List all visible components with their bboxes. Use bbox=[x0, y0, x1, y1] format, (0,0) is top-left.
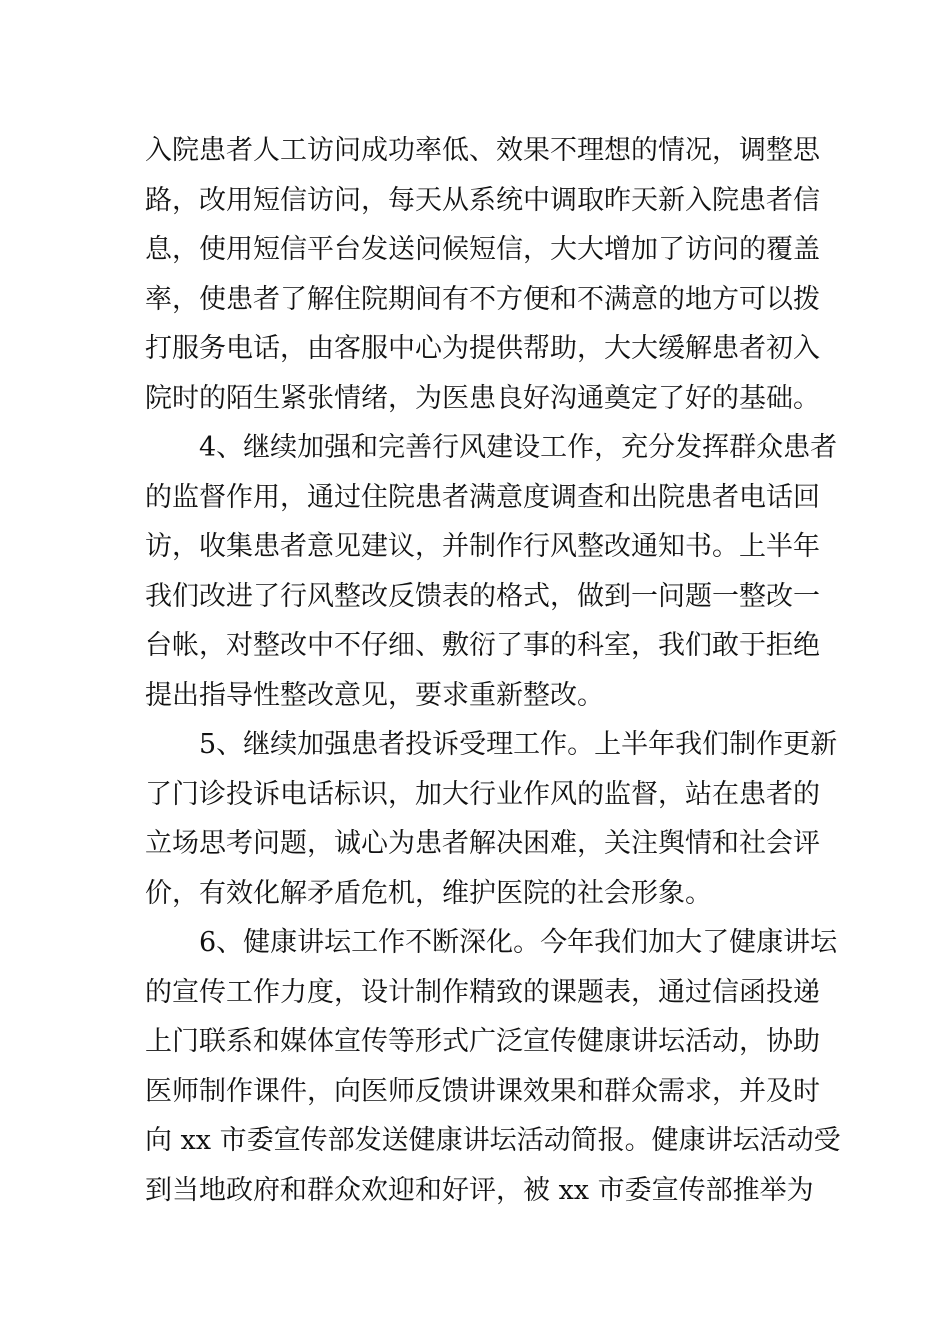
text-line: 价，有效化解矛盾危机，维护医院的社会形象。 bbox=[145, 877, 712, 909]
text-line: 到当地政府和群众欢迎和好评，被 xx 市委宣传部推举为 bbox=[145, 1174, 814, 1206]
text-line: 台帐，对整改中不仔细、敷衍了事的科室，我们敢于拒绝 bbox=[145, 630, 820, 661]
text-line: 6、健康讲坛工作不断深化。今年我们加大了健康讲坛 bbox=[199, 927, 838, 958]
document-body bbox=[145, 126, 841, 1215]
text-line: 访，收集患者意见建议，并制作行风整改通知书。上半年 bbox=[145, 531, 820, 562]
text-line: 路，改用短信访问，每天从系统中调取昨天新入院患者信 bbox=[145, 184, 820, 216]
text-line: 5、继续加强患者投诉受理工作。上半年我们制作更新 bbox=[199, 729, 838, 760]
text-line: 上门联系和媒体宣传等形式广泛宣传健康讲坛活动，协助 bbox=[145, 1026, 820, 1057]
text-line: 息，使用短信平台发送问候短信，大大增加了访问的覆盖 bbox=[145, 234, 820, 265]
text-line: 了门诊投诉电话标识，加大行业作风的监督，站在患者的 bbox=[145, 778, 820, 810]
text-line: 立场思考问题，诚心为患者解决困难，关注舆情和社会评 bbox=[145, 828, 820, 859]
text-line: 向 xx 市委宣传部发送健康讲坛活动简报。健康讲坛活动受 bbox=[145, 1125, 841, 1156]
text-line: 我们改进了行风整改反馈表的格式，做到一问题一整改一 bbox=[145, 580, 820, 612]
text-line: 打服务电话，由客服中心为提供帮助，大大缓解患者初入 bbox=[145, 333, 820, 364]
text-line: 提出指导性整改意见，要求重新整改。 bbox=[145, 679, 604, 711]
text-line: 入院患者人工访问成功率低、效果不理想的情况，调整思 bbox=[145, 135, 820, 166]
paragraph-continuation bbox=[145, 126, 820, 423]
text-line: 4、继续加强和完善行风建设工作，充分发挥群众患者 bbox=[199, 432, 838, 463]
text-line: 院时的陌生紧张情绪，为医患良好沟通奠定了好的基础。 bbox=[145, 382, 820, 414]
text-line: 医师制作课件，向医师反馈讲课效果和群众需求，并及时 bbox=[145, 1075, 820, 1107]
text-line: 的宣传工作力度，设计制作精致的课题表，通过信函投递 bbox=[145, 976, 820, 1008]
paragraph-item-6 bbox=[145, 918, 841, 1215]
text-line: 的监督作用，通过住院患者满意度调查和出院患者电话回 bbox=[145, 481, 820, 513]
paragraph-item-4 bbox=[145, 423, 838, 720]
text-line: 率，使患者了解住院期间有不方便和不满意的地方可以拨 bbox=[145, 283, 820, 315]
paragraph-item-5 bbox=[145, 720, 838, 918]
